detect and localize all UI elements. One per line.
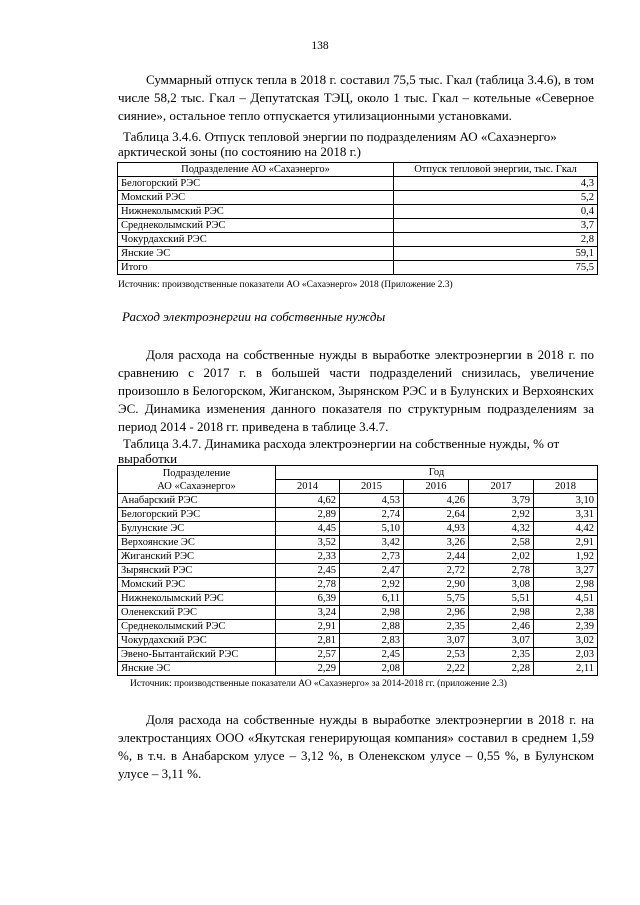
percent-value-cell: 2,92 [340,578,404,592]
percent-value-cell: 2,83 [340,634,404,648]
percent-value-cell: 2,96 [404,606,469,620]
column-header-heat: Отпуск тепловой энергии, тыс. Гкал [394,163,598,177]
percent-value-cell: 4,42 [534,522,598,536]
table-row [118,247,598,261]
table-row [118,177,598,191]
table-row [118,522,598,536]
heat-supply-table-body [118,177,598,275]
percent-value-cell: 2,11 [534,662,598,676]
table-row [118,620,598,634]
page-number: 138 [311,40,329,52]
percent-value-cell: 2,45 [276,564,340,578]
percent-value-cell: 4,93 [404,522,469,536]
unit-name-cell: Белогорский РЭС [118,508,276,522]
table-row [118,205,598,219]
percent-value-cell: 2,74 [340,508,404,522]
table-3-4-7-source: Источник: производственные показатели АО «Сахаэнерго» за 2014-2018 гг. (приложение 2.3) [130,679,507,689]
heat-value-cell: 2,8 [394,233,598,247]
table-row [118,550,598,564]
percent-value-cell: 2,35 [469,648,534,662]
percent-value-cell: 3,10 [534,494,598,508]
table-row [118,494,598,508]
unit-name-cell: Верхоянские ЭС [118,536,276,550]
percent-value-cell: 3,07 [469,634,534,648]
table-row [118,648,598,662]
percent-value-cell: 2,53 [404,648,469,662]
table-row [118,508,598,522]
percent-value-cell: 3,07 [404,634,469,648]
year-header: 2016 [404,480,469,494]
percent-value-cell: 3,52 [276,536,340,550]
percent-value-cell: 2,08 [340,662,404,676]
percent-value-cell: 2,91 [534,536,598,550]
percent-value-cell: 2,91 [276,620,340,634]
percent-value-cell: 2,38 [534,606,598,620]
percent-value-cell: 2,45 [340,648,404,662]
percent-value-cell: 2,39 [534,620,598,634]
percent-value-cell: 4,32 [469,522,534,536]
percent-value-cell: 2,78 [276,578,340,592]
table-row [118,564,598,578]
header-unit-line2: АО «Сахаэнерго» [157,480,236,492]
percent-value-cell: 2,98 [340,606,404,620]
unit-name-cell: Нижнеколымский РЭС [118,592,276,606]
table-row [118,261,598,275]
percent-value-cell: 3,26 [404,536,469,550]
unit-name-cell: Момский РЭС [118,578,276,592]
percent-value-cell: 2,46 [469,620,534,634]
percent-value-cell: 2,57 [276,648,340,662]
percent-value-cell: 2,58 [469,536,534,550]
percent-value-cell: 4,51 [534,592,598,606]
unit-name-cell: Эвено-Бытантайский РЭС [118,648,276,662]
table-row [118,662,598,676]
percent-value-cell: 4,45 [276,522,340,536]
unit-name-cell: Белогорский РЭС [118,177,394,191]
table-row [118,578,598,592]
percent-value-cell: 2,81 [276,634,340,648]
unit-name-cell: Момский РЭС [118,191,394,205]
heat-value-cell: 0,4 [394,205,598,219]
section-heading: Расход электроэнергии на собственные нужды [122,309,386,324]
percent-value-cell: 2,72 [404,564,469,578]
heat-value-cell: 59,1 [394,247,598,261]
percent-value-cell: 3,31 [534,508,598,522]
percent-value-cell: 6,11 [340,592,404,606]
table-3-4-6-source: Источник: производственные показатели АО «Сахаэнерго» 2018 (Приложение 2.3) [118,280,453,290]
table-3-4-6-caption: Таблица 3.4.6. Отпуск тепловой энергии по подразделениям АО «Сахаэнерго» арктической зоны (по состоянию на 2018 г.) [118,129,557,159]
percent-value-cell: 2,35 [404,620,469,634]
percent-value-cell: 2,88 [340,620,404,634]
year-header: 2017 [469,480,534,494]
column-header-unit: Подразделение АО «Сахаэнерго» [118,163,394,177]
percent-value-cell: 3,27 [534,564,598,578]
paragraph-own-needs: Доля расхода на собственные нужды в выработке электроэнергии в 2018 г. по сравнению с 2017 г. в большей части подразделений снизилась, увеличение произошло в Белогорском, Жиганском, Зырянском РЭС и в Булунских и Верхоянских ЭС. Динамика изменения данного показателя по структурным подразделениям за период 2014 - 2018 гг. приведена в таблице 3.4.7. [118,347,594,434]
percent-value-cell: 2,73 [340,550,404,564]
unit-name-cell: Итого [118,261,394,275]
unit-name-cell: Янские ЭС [118,662,276,676]
percent-value-cell: 2,02 [469,550,534,564]
percent-value-cell: 3,02 [534,634,598,648]
table-header-row [118,466,598,480]
own-needs-table [117,465,598,676]
unit-name-cell: Чокурдахский РЭС [118,634,276,648]
unit-name-cell: Булунские ЭС [118,522,276,536]
percent-value-cell: 2,44 [404,550,469,564]
percent-value-cell: 2,64 [404,508,469,522]
unit-name-cell: Среднеколымский РЭС [118,620,276,634]
unit-name-cell: Янские ЭС [118,247,394,261]
unit-name-cell: Зырянский РЭС [118,564,276,578]
unit-name-cell: Чокурдахский РЭС [118,233,394,247]
table-row [118,233,598,247]
header-unit-line1: Подразделение [162,467,231,479]
unit-name-cell: Жиганский РЭС [118,550,276,564]
percent-value-cell: 2,78 [469,564,534,578]
percent-value-cell: 2,28 [469,662,534,676]
percent-value-cell: 5,51 [469,592,534,606]
table-row [118,219,598,233]
percent-value-cell: 2,92 [469,508,534,522]
heat-value-cell: 3,7 [394,219,598,233]
unit-name-cell: Среднеколымский РЭС [118,219,394,233]
unit-name-cell: Анабарский РЭС [118,494,276,508]
percent-value-cell: 4,62 [276,494,340,508]
table-header-row [118,163,598,177]
percent-value-cell: 3,08 [469,578,534,592]
percent-value-cell: 5,75 [404,592,469,606]
percent-value-cell: 2,47 [340,564,404,578]
percent-value-cell: 3,24 [276,606,340,620]
year-header: 2015 [340,480,404,494]
percent-value-cell: 3,42 [340,536,404,550]
column-header-year: Год [276,466,598,480]
year-header: 2014 [276,480,340,494]
heat-value-cell: 5,2 [394,191,598,205]
percent-value-cell: 1,92 [534,550,598,564]
heat-value-cell: 75,5 [394,261,598,275]
table-row [118,634,598,648]
table-3-4-7-caption: Таблица 3.4.7. Динамика расхода электроэнергии на собственные нужды, % от выработки [118,436,560,466]
percent-value-cell: 2,03 [534,648,598,662]
percent-value-cell: 4,53 [340,494,404,508]
table-row [118,592,598,606]
percent-value-cell: 6,39 [276,592,340,606]
unit-name-cell: Нижнеколымский РЭС [118,205,394,219]
year-header: 2018 [534,480,598,494]
percent-value-cell: 4,26 [404,494,469,508]
table-row [118,191,598,205]
percent-value-cell: 2,89 [276,508,340,522]
column-header-unit [118,466,276,494]
percent-value-cell: 5,10 [340,522,404,536]
heat-supply-table [117,162,598,275]
percent-value-cell: 2,22 [404,662,469,676]
percent-value-cell: 2,90 [404,578,469,592]
heat-value-cell: 4,3 [394,177,598,191]
unit-name-cell: Оленекский РЭС [118,606,276,620]
table-row [118,536,598,550]
own-needs-table-body [118,494,598,676]
table-row [118,606,598,620]
percent-value-cell: 2,29 [276,662,340,676]
percent-value-cell: 2,98 [469,606,534,620]
paragraph-ygk: Доля расхода на собственные нужды в выработке электроэнергии в 2018 г. на электростанциях ООО «Якутская генерирующая компания» составил в среднем 1,59 %, в т.ч. в Анабарском улусе – 3,12 %, в Оленекском улусе – 0,55 %, в Булунском улусе – 3,11 %. [118,712,594,781]
percent-value-cell: 3,79 [469,494,534,508]
percent-value-cell: 2,98 [534,578,598,592]
percent-value-cell: 2,33 [276,550,340,564]
paragraph-heat-supply: Суммарный отпуск тепла в 2018 г. составил 75,5 тыс. Гкал (таблица 3.4.6), в том числе 58,2 тыс. Гкал – Депутатская ТЭЦ, около 1 тыс. Гкал – котельные «Северное сияние», остальное тепло отпускается утилизационными установками. [118,72,594,123]
